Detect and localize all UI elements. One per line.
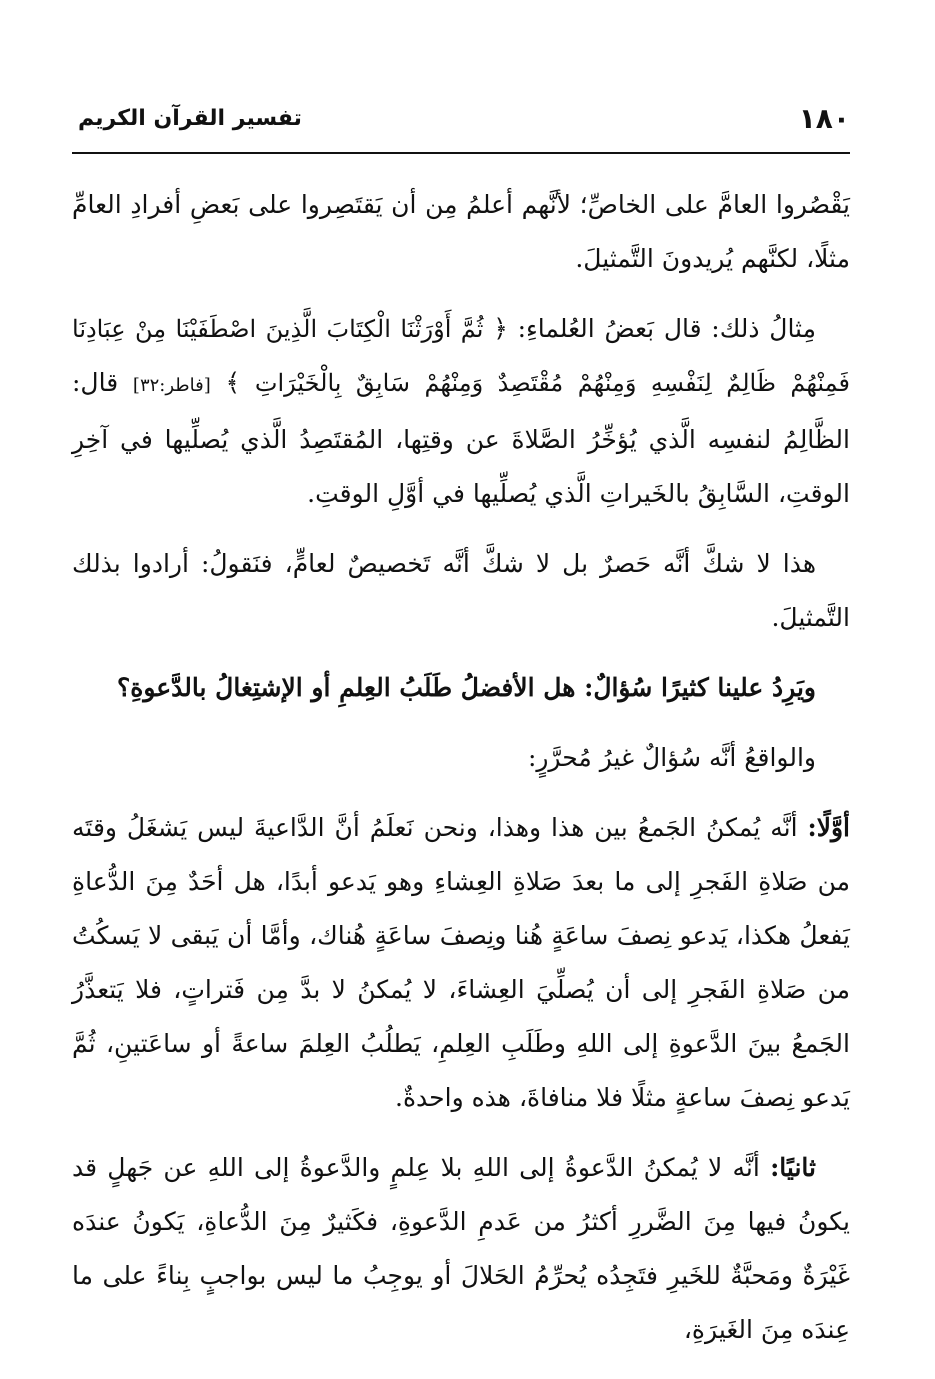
paragraph-2-intro: مِثالُ ذلك: قال بَعضُ العُلماءِ: bbox=[517, 314, 816, 343]
verse-reference: [فاطر:٣٢] bbox=[132, 375, 211, 396]
second-point-text: أنَّه لا يُمكنُ الدَّعوةُ إلى اللهِ بلا عِلمٍ والدَّعوةُ إلى اللهِ عن جَهلٍ قد يكونُ فيها مِنَ الضَّررِ أكثرُ من عَدمِ الدَّعوةِ، فكَثيرٌ مِنَ الدُّعاةِ، يَكونُ عندَه غَيْرَةٌ ومَحبَّةٌ للخَيرِ فتَجِدُه يُحرِّمُ الحَلالَ أو يوجِبُ ما ليس بواجبٍ بِناءً على ما عِندَه مِنَ الغَيرَةِ، bbox=[72, 1153, 850, 1344]
first-point-label: أوَّلًا: bbox=[807, 813, 850, 842]
first-point-text: أنَّه يُمكنُ الجَمعُ بين هذا وهذا، ونحن نَعلَمُ أنَّ الدَّاعيةَ ليس يَشغَلُ وقتَه من صَلاةِ الفَجرِ إلى ما بعدَ صَلاةِ العِشاءِ وهو يَدعو أبدًا، هل أحَدٌ مِنَ الدُّعاةِ يَفعلُ هكذا، يَدعو نِصفَ ساعَةٍ هُنا ونِصفَ ساعَةٍ هُناك، وأمَّا أن يَبقى لا يَسكُتُ من صَلاةِ الفَجرِ إلى أن يُصلِّيَ العِشاءَ، لا يُمكنُ لا بدَّ مِن فَتراتٍ، فلا يَتعذَّرُ الجَمعُ بينَ الدَّعوةِ إلى اللهِ وطَلَبِ العِلمِ، يَطلُبُ العِلمَ ساعةً أو ساعَتينِ، ثُمَّ يَدعو نِصفَ ساعةٍ مثلًا فلا منافاةَ، هذه واحدةٌ. bbox=[72, 813, 851, 1112]
second-point-label: ثانيًا: bbox=[770, 1153, 816, 1182]
paragraph-2-rest: قال: الظَّالِمُ لنفسِه الَّذي يُؤخِّرُ الصَّلاةَ عن وقتِها، المُقتَصِدُ الَّذي يُصلِّيها في آخِرِ الوقتِ، السَّابِقُ بالخَيراتِ الَّذي يُصلِّيها في أوَّلِ الوقتِ. bbox=[72, 368, 850, 508]
ornate-bracket-close: ﴾ bbox=[225, 368, 241, 397]
page-body bbox=[72, 178, 850, 1373]
paragraph-second-point bbox=[72, 1141, 850, 1357]
paragraph-1: يَقْصُروا العامَّ على الخاصِّ؛ لأنَّهم أعلمُ مِن أن يَقتَصِروا على بَعضِ أفرادِ العامِّ مثلًا، لكنَّهم يُريدونَ التَّمثيلَ. bbox=[72, 190, 850, 273]
quran-verse: ثُمَّ أَوْرَثْنَا الْكِتَابَ الَّذِينَ اصْطَفَيْنَا مِنْ عِبَادِنَا فَمِنْهُمْ ظَالِمٌ لِنَفْسِهِ وَمِنْهُمْ مُقْتَصِدٌ وَمِنْهُمْ سَابِقٌ بِالْخَيْرَاتِ bbox=[72, 315, 851, 397]
page-header bbox=[72, 96, 850, 154]
question-line: ويَرِدُ علينا كثيرًا سُؤالٌ: هل الأفضلُ طَلَبُ العِلمِ أو الإشتِغالُ بالدَّعوةِ؟ bbox=[116, 673, 816, 702]
paragraph-3: هذا لا شكَّ أنَّه حَصرٌ بل لا شكَّ أنَّه تَخصيصٌ لعامٍّ، فنَقولُ: أرادوا بذلك التَّمثيلَ. bbox=[72, 549, 850, 632]
page-number: ١٨٠ bbox=[798, 102, 850, 135]
paragraph-first-point bbox=[72, 801, 850, 1125]
paragraph-5: والواقعُ أنَّه سُؤالٌ غيرُ مُحرَّرٍ: bbox=[527, 743, 816, 772]
ornate-bracket-open: ﴿ bbox=[493, 314, 508, 343]
paragraph-2 bbox=[72, 302, 850, 521]
book-title: تفسير القرآن الكريم bbox=[78, 106, 302, 131]
